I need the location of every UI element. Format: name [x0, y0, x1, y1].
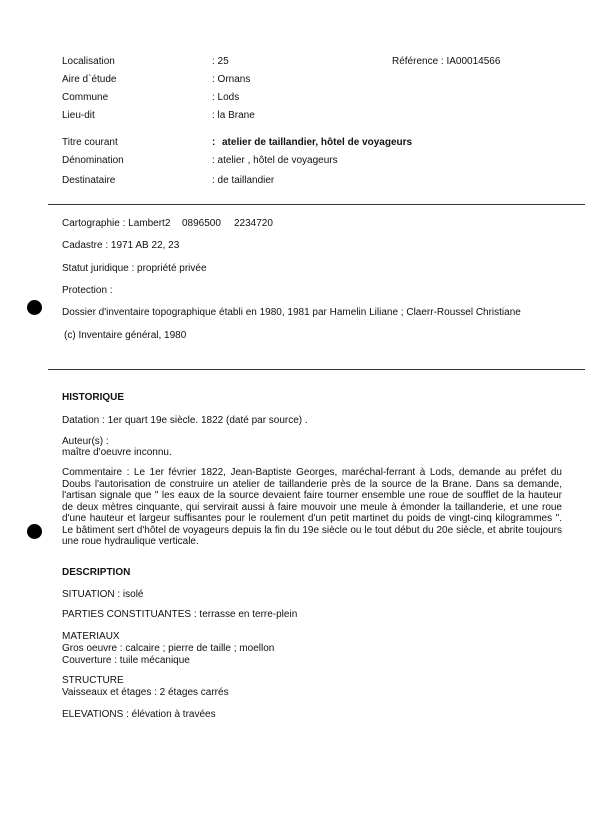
statut-juridique: Statut juridique : propriété privée — [62, 263, 207, 274]
aire-value: : Ornans — [212, 74, 251, 85]
copyright: (c) Inventaire général, 1980 — [64, 330, 187, 341]
protection: Protection : — [62, 285, 113, 296]
gros-oeuvre: Gros oeuvre : calcaire ; pierre de taille ; moellon — [62, 643, 275, 654]
denomination-value: : atelier , hôtel de voyageurs — [212, 155, 338, 166]
materiaux-label: MATERIAUX — [62, 631, 120, 642]
parties-constituantes: PARTIES CONSTITUANTES : terrasse en terre-plein — [62, 609, 298, 620]
auteurs-value: maître d'oeuvre inconnu. — [62, 447, 172, 458]
carto-y: 2234720 — [234, 218, 273, 229]
commentaire: Commentaire : Le 1er février 1822, Jean-Baptiste Georges, maréchal-ferrant à Lods, demande au préfet du Doubs l'autorisation de construire un atelier de taillanderie près de la source de la Brane. Dans sa demande, l'artisan signale que " les eaux de la source devaient faire tourner ensemble une roue de soufflet de la hauteur de deux mètres cinquante, qui servirait aussi à faire mouvoir une meule à émonder la taillanderie, et une roue d'une hauteur et largeur suffisantes pour le roulement d'un petit martinet du poids de vingt-cinq kilogrammes ". Le bâtiment sert d'hôtel de voyageurs depuis la fin du 19e siècle ou le tout début du 20e siècle, et abrite toujours une roue hydraulique verticale. — [62, 467, 562, 547]
punch-hole-top — [27, 300, 42, 315]
divider-middle — [48, 369, 585, 370]
titre-colon: : — [212, 137, 216, 148]
elevations: ELEVATIONS : élévation à travées — [62, 709, 216, 720]
divider-top — [48, 204, 585, 205]
destinataire-label: Destinataire — [62, 175, 116, 186]
destinataire-value: : de taillandier — [212, 175, 275, 186]
historique-heading: HISTORIQUE — [62, 392, 125, 403]
localisation-label: Localisation — [62, 56, 115, 67]
localisation-value: : 25 — [212, 56, 229, 67]
reference: Référence : IA00014566 — [392, 56, 501, 67]
punch-hole-bottom — [27, 524, 42, 539]
cadastre: Cadastre : 1971 AB 22, 23 — [62, 240, 180, 251]
couverture: Couverture : tuile mécanique — [62, 655, 190, 666]
lieudit-label: Lieu-dit — [62, 110, 95, 121]
description-heading: DESCRIPTION — [62, 567, 131, 578]
dossier-info: Dossier d'inventaire topographique établi en 1980, 1981 par Hamelin Liliane ; Claerr-Roussel Christiane — [62, 307, 521, 318]
structure-label: STRUCTURE — [62, 675, 124, 686]
datation: Datation : 1er quart 19e siècle. 1822 (daté par source) . — [62, 415, 308, 426]
cartographie: Cartographie : Lambert2 — [62, 218, 171, 229]
vaisseaux-etages: Vaisseaux et étages : 2 étages carrés — [62, 687, 229, 698]
commune-label: Commune — [62, 92, 109, 103]
commune-value: : Lods — [212, 92, 240, 103]
lieudit-value: : la Brane — [212, 110, 255, 121]
denomination-label: Dénomination — [62, 155, 124, 166]
titre-label: Titre courant — [62, 137, 118, 148]
situation: SITUATION : isolé — [62, 589, 144, 600]
auteurs-label: Auteur(s) : — [62, 436, 109, 447]
titre-value: atelier de taillandier, hôtel de voyageurs — [222, 137, 413, 148]
aire-label: Aire d`étude — [62, 74, 117, 85]
carto-x: 0896500 — [182, 218, 221, 229]
